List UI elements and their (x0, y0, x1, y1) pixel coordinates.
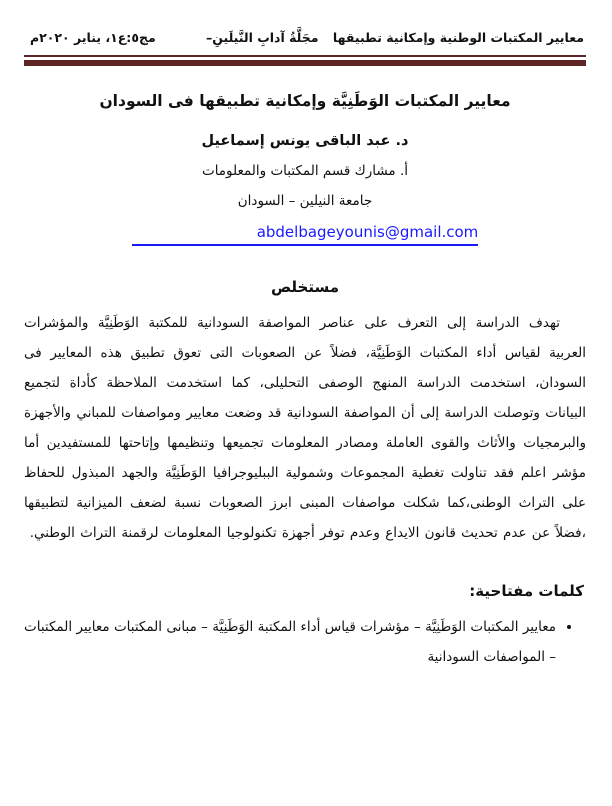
email-row (24, 220, 586, 246)
keywords-list (24, 612, 586, 672)
article-title: معايير المكتبات الوَطَنِيَّة وإمكانية تطبيقها فى السودان (99, 92, 511, 110)
running-header-issue-info: مج٥:ع١، يناير ٢٠٢٠م (30, 30, 156, 45)
header-divider-rule (24, 55, 586, 66)
divider-thick-line (24, 60, 586, 66)
abstract-paragraph: تهدف الدراسة إلى التعرف على عناصر المواصفة السودانية للمكتبة الوَطَنِيَّة والمؤشرات العربية لقياس أداء المكتبات الوَطَنِيَّة، فضلاً عن الصعوبات التى تعوق تطبيق هذه المعايير فى السودان، استخدمت الدراسة المنهج الوصفى التحليلى، كما استخدمت الملاحظة كأداة لتجميع البيانات وتوصلت الدراسة إلى أن المواصفة السودانية قد وضعت معايير ومواصفات للمباني والأجهزة والبرمجيات والأثاث والقوى العاملة ومصادر المعلومات تجميعها وتنظيمها وإتاحتها للمستفيدين أما مؤشر اعلم فقد تناولت تغطية المجموعات وشمولية الببليوجرافيا الوَطَنِيَّة والجهد المبذول للحفاظ على التراث الوطنى،كما شكلت مواصفات المبنى ابرز الصعوبات نسبة لضعف الميزانية لتطبيقها ،فضلاً عن عدم تحديث قانون الايداع وعدم توفر أجهزة تكنولوجيا المعلومات لرقمنة التراث الوطني. (24, 315, 586, 542)
keywords-heading: كلمات مفتاحية: (469, 582, 584, 601)
author-position: أ. مشارك قسم المكتبات والمعلومات (201, 163, 408, 180)
keywords-item: • معايير المكتبات الوَطَنِيَّة – مؤشرات قياس أداء المكتبة الوَطَنِيَّة – مبانى المكتبات معايير المكتبات – المواصفات السودانية (24, 612, 556, 672)
running-header-journal-name: مجَلَّةُ آدابِ النَّيلَينِ– (205, 30, 319, 45)
author-email-link[interactable]: abdelbageyounis@gmail.com (132, 220, 479, 246)
running-header-article-title: معايير المكتبات الوطنية وإمكانية تطبيقها (332, 30, 584, 45)
running-header-right (206, 30, 584, 45)
running-header (24, 24, 586, 55)
author-name: د. عبد الباقى يونس إسماعيل (201, 133, 409, 150)
author-affiliation: جامعة النيلين – السودان (237, 193, 373, 210)
abstract-heading: مستخلص (270, 278, 340, 297)
